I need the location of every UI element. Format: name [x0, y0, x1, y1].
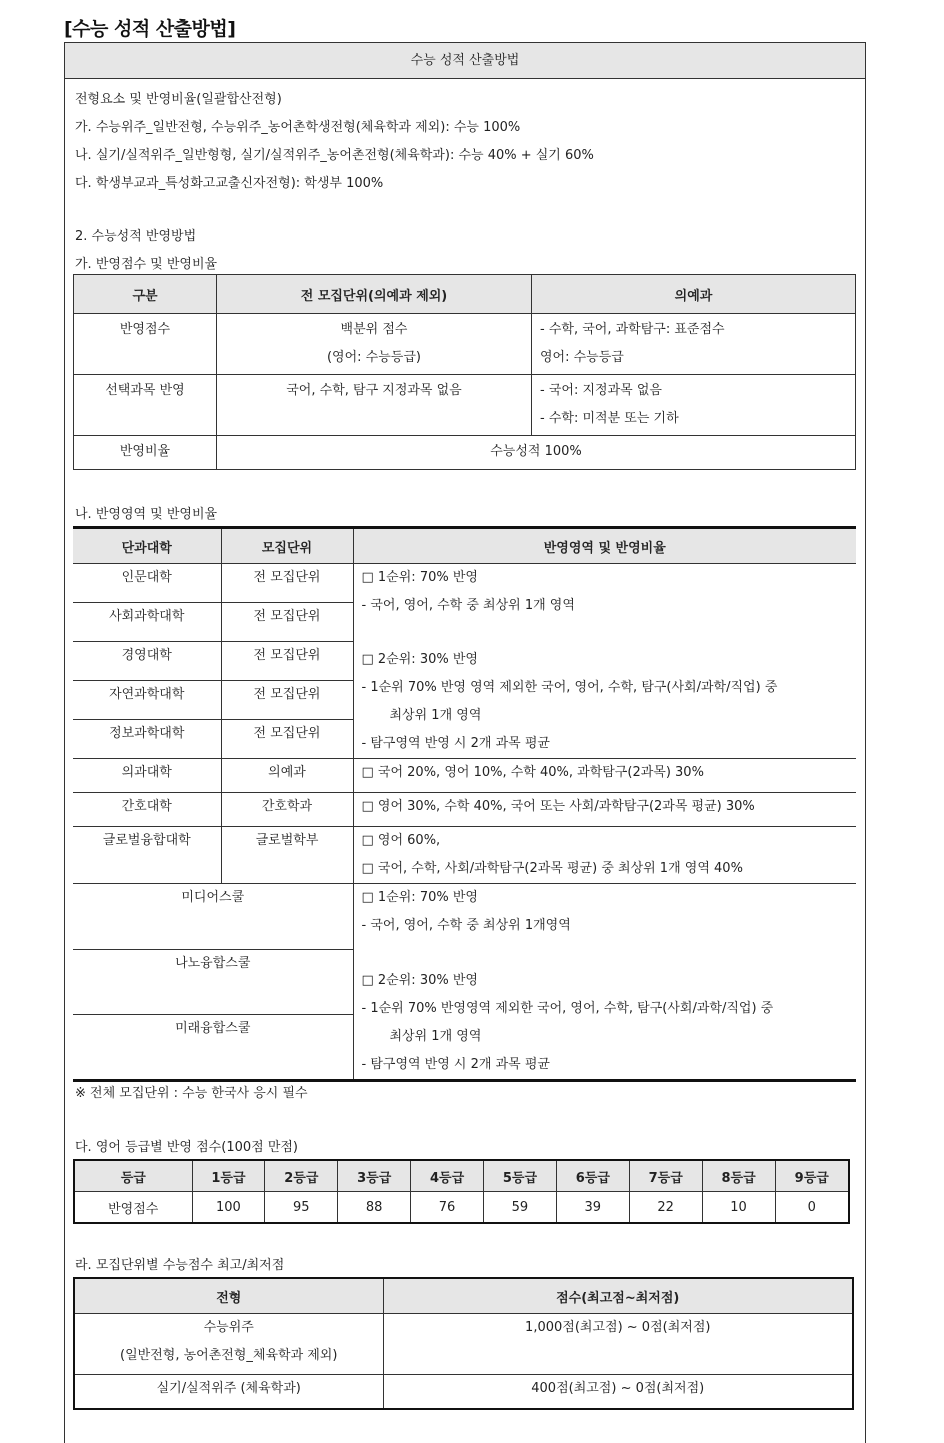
school-cell: 미디어스쿨 — [73, 884, 353, 950]
intro-item: 다. 학생부교과_특성화고교출신자전형): 학생부 100% — [75, 176, 384, 191]
table-row — [74, 314, 856, 375]
grade-header: 1등급 — [192, 1160, 265, 1192]
college-cell: 글로벌융합대학 — [73, 827, 221, 884]
ratio-cell — [353, 884, 856, 1081]
medical-cell — [532, 314, 856, 375]
unit-cell: 전 모집단위 — [221, 720, 353, 759]
content-frame — [64, 42, 866, 1443]
score-cell: 88 — [338, 1192, 411, 1224]
college-cell: 인문대학 — [73, 564, 221, 603]
unit-cell: 글로벌학부 — [221, 827, 353, 884]
table-header-row — [73, 528, 856, 564]
ratio-cell — [353, 827, 856, 884]
table-header-row — [74, 1278, 853, 1314]
header-cell: 전 모집단위(의예과 제외) — [217, 275, 532, 314]
header-cell: 단과대학 — [73, 528, 221, 564]
college-cell: 경영대학 — [73, 642, 221, 681]
score-cell: 10 — [702, 1192, 775, 1224]
cell-line: □ 1순위: 70% 반영 — [361, 570, 478, 585]
grade-header: 8등급 — [702, 1160, 775, 1192]
score-cell: 22 — [629, 1192, 702, 1224]
table-row — [73, 884, 856, 950]
unit-cell: 전 모집단위 — [221, 564, 353, 603]
cell-line: - 국어, 영어, 수학 중 최상위 1개 영역 — [361, 598, 575, 613]
cell-line: 최상위 1개 영역 — [389, 708, 482, 723]
unit-cell: 전 모집단위 — [221, 642, 353, 681]
header-cell: 점수(최고점~최저점) — [383, 1278, 853, 1314]
grade-header: 4등급 — [411, 1160, 484, 1192]
cell-line: □ 영어 60%, — [361, 833, 441, 848]
grade-header: 2등급 — [265, 1160, 338, 1192]
header-cell: 반영영역 및 반영비율 — [353, 528, 856, 564]
college-cell: 의과대학 — [73, 759, 221, 793]
score-cell: 95 — [265, 1192, 338, 1224]
cell-line: - 탐구영역 반영 시 2개 과목 평균 — [361, 1057, 550, 1072]
page-title: [수능 성적 산출방법] — [64, 18, 236, 40]
school-cell: 미래융합스쿨 — [73, 1015, 353, 1081]
header-cell: 등급 — [74, 1160, 192, 1192]
score-method-table — [73, 274, 856, 470]
grade-header: 5등급 — [484, 1160, 557, 1192]
subject-ratio-table — [73, 526, 856, 1082]
unit-cell: 간호학과 — [221, 793, 353, 827]
table-row — [73, 793, 856, 827]
cell-line: - 수학: 미적분 또는 기하 — [540, 411, 679, 426]
ratio-cell — [353, 564, 856, 759]
score-range-cell: 400점(최고점) ~ 0점(최저점) — [383, 1375, 853, 1409]
medical-cell — [532, 375, 856, 436]
intro-item: 가. 수능위주_일반전형, 수능위주_농어촌학생전형(체육학과 제외): 수능 100% — [75, 120, 521, 135]
score-cell: 59 — [484, 1192, 557, 1224]
english-grade-table — [73, 1159, 850, 1224]
score-cell: 0 — [775, 1192, 849, 1224]
unit-cell: 의예과 — [221, 759, 353, 793]
header-cell: 모집단위 — [221, 528, 353, 564]
school-cell: 나노융합스쿨 — [73, 949, 353, 1015]
score-cell: 39 — [556, 1192, 629, 1224]
unit-cell: 전 모집단위 — [221, 603, 353, 642]
header-cell: 의예과 — [532, 275, 856, 314]
table-row — [74, 436, 856, 470]
table-row — [73, 759, 856, 793]
cell-line: - 국어, 영어, 수학 중 최상위 1개영역 — [361, 918, 571, 933]
score-cell: 100 — [192, 1192, 265, 1224]
row-label: 반영점수 — [74, 1192, 192, 1224]
cell-line: □ 2순위: 30% 반영 — [361, 973, 478, 988]
table-caption: 다. 영어 등급별 반영 점수(100점 만점) — [75, 1140, 299, 1155]
table-caption: 가. 반영점수 및 반영비율 — [75, 257, 218, 272]
table-caption: 라. 모집단위별 수능점수 최고/최저점 — [75, 1258, 285, 1273]
ratio-cell: □ 국어 20%, 영어 10%, 수학 40%, 과학탐구(2과목) 30% — [353, 759, 856, 793]
intro-item: 나. 실기/실적위주_일반형형, 실기/실적위주_농어촌전형(체육학과): 수능 40% + 실기 60% — [75, 148, 594, 163]
cell-line: 영어: 수능등급 — [540, 350, 624, 365]
table-row — [73, 827, 856, 884]
row-label: 반영비율 — [74, 436, 217, 470]
max-min-score-table — [73, 1277, 854, 1410]
cell-line: 백분위 점수 — [340, 322, 408, 337]
grade-header: 6등급 — [556, 1160, 629, 1192]
cell-line: □ 국어, 수학, 사회/과학탐구(2과목 평균) 중 최상위 1개 영역 40% — [361, 861, 743, 876]
table-row — [74, 1314, 853, 1375]
general-cell — [217, 314, 532, 375]
row-label: 선택과목 반영 — [74, 375, 217, 436]
frame-header: 수능 성적 산출방법 — [65, 43, 865, 79]
table-header-row — [74, 1160, 849, 1192]
cell-line: - 국어: 지정과목 없음 — [540, 383, 662, 398]
college-cell: 간호대학 — [73, 793, 221, 827]
college-cell: 정보과학대학 — [73, 720, 221, 759]
merged-cell: 수능성적 100% — [217, 436, 856, 470]
grade-header: 9등급 — [775, 1160, 849, 1192]
score-range-cell: 1,000점(최고점) ~ 0점(최저점) — [383, 1314, 853, 1375]
grade-header: 3등급 — [338, 1160, 411, 1192]
type-cell: 실기/실적위주 (체육학과) — [74, 1375, 383, 1409]
table-row — [74, 375, 856, 436]
table-row — [74, 1192, 849, 1224]
row-label: 반영점수 — [74, 314, 217, 375]
type-cell — [74, 1314, 383, 1375]
note: ※ 전체 모집단위 : 수능 한국사 응시 필수 — [75, 1086, 308, 1101]
cell-line: 수능위주 — [203, 1320, 254, 1335]
table-row — [73, 564, 856, 603]
cell-line: 최상위 1개 영역 — [389, 1029, 482, 1044]
section-title: 2. 수능성적 반영방법 — [75, 229, 197, 244]
score-cell: 76 — [411, 1192, 484, 1224]
cell-line: □ 2순위: 30% 반영 — [361, 652, 478, 667]
unit-cell: 전 모집단위 — [221, 681, 353, 720]
table-header-row — [74, 275, 856, 314]
cell-line: □ 1순위: 70% 반영 — [361, 890, 478, 905]
table-row — [74, 1375, 853, 1409]
cell-line: - 수학, 국어, 과학탐구: 표준점수 — [540, 322, 725, 337]
grade-header: 7등급 — [629, 1160, 702, 1192]
cell-line: - 1순위 70% 반영영역 제외한 국어, 영어, 수학, 탐구(사회/과학/직업) 중 — [361, 1001, 774, 1016]
college-cell: 사회과학대학 — [73, 603, 221, 642]
cell-line: - 1순위 70% 반영 영역 제외한 국어, 영어, 수학, 탐구(사회/과학/직업) 중 — [361, 680, 778, 695]
header-cell: 전형 — [74, 1278, 383, 1314]
general-cell: 국어, 수학, 탐구 지정과목 없음 — [217, 375, 532, 436]
header-cell: 구분 — [74, 275, 217, 314]
cell-line: (일반전형, 농어촌전형_체육학과 제외) — [120, 1348, 338, 1363]
cell-line: - 탐구영역 반영 시 2개 과목 평균 — [361, 736, 550, 751]
intro-heading: 전형요소 및 반영비율(일괄합산전형) — [75, 92, 282, 107]
college-cell: 자연과학대학 — [73, 681, 221, 720]
table-caption: 나. 반영영역 및 반영비율 — [75, 507, 218, 522]
cell-line: (영어: 수능등급) — [326, 350, 421, 365]
ratio-cell: □ 영어 30%, 수학 40%, 국어 또는 사회/과학탐구(2과목 평균) 30% — [353, 793, 856, 827]
